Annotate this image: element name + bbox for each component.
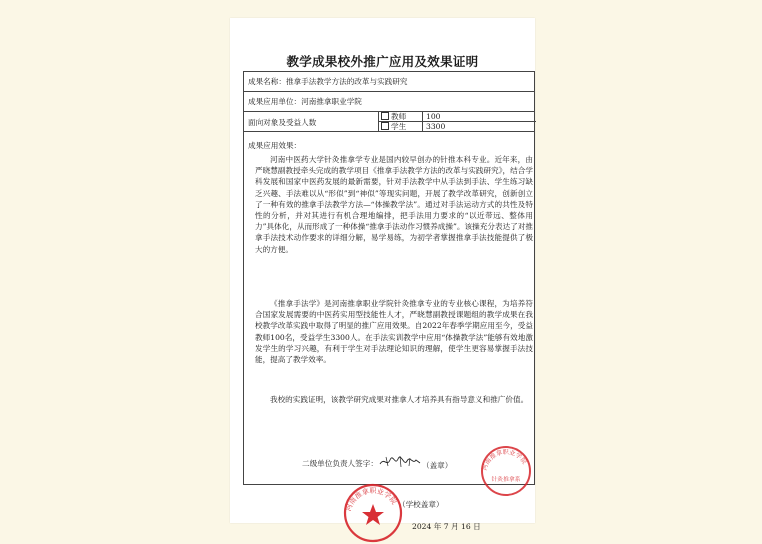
department-seal-arc-text: 河南推拿职业学院 [481,448,528,472]
school-seal-note: （学校盖章） [398,500,444,509]
svg-text:河南推拿职业学院 [480,448,529,472]
achievement-value: 推拿手法教学方法的改革与实践研究 [285,77,408,86]
paragraph-3: 我校的实践证明，该教学研究成果对推拿人才培养具有指导意义和推广价值。 [270,395,529,404]
document-title: 教学成果校外推广应用及效果证明 [286,54,479,69]
teacher-option [381,112,406,121]
school-seal-text: 河南推拿职业学院 [344,486,399,513]
sign-seal-note: （盖章） [422,461,453,470]
achievement-cell [244,76,407,87]
unit-cell [244,96,362,107]
signer-label: 二级单位负责人签字： [302,459,378,468]
handwritten-signature [378,454,422,470]
achievement-label: 成果名称： [248,77,286,86]
paragraph-2: 《推拿手法学》是河南推拿职业学院针灸推拿专业的专业核心课程，为培养符合国家发展需要的中医药实用型技能性人才，严晓慧副教授课题组的教学成果在我校教学改革实践中取得了明显的推广应用效果。自2022年春季学期应用至今，受益教师100名，受益学生3300人。在手法实训教学中应用“体操教学法”能够有效地激发学生的学习兴趣，有利于学生对手法理论知识的理解，使学生更容易掌握手法技能，提高了教学效率。 [255,299,533,365]
student-count: 3300 [426,122,446,131]
department-seal-text: 针灸推拿系 [491,477,521,483]
student-option [381,122,406,131]
document-page [230,18,535,531]
certificate-table [243,71,535,531]
sign-date: 2024 年 7 月 16 日 [412,522,481,531]
unit-row [244,92,534,112]
achievement-row [244,72,534,92]
effect-label: 成果应用效果： [248,141,302,150]
unit-value: 河南推拿职业学院 [301,97,362,106]
paragraph-1: 河南中医药大学针灸推拿学专业是国内较早创办的针推本科专业。近年来，由严晓慧副教授牵头完成的教学项目《推拿手法教学方法的改革与实践研究》，结合学科发展和国家中医药发展的最新需要，针对手法教学中从手法到手法、学生练习缺乏兴趣、手法难以从“形似”到“神似”等现实问题，开展了教学改革研究，创新创立了一种有效的推拿手法教学方法—“体操教学法”。通过对手法运动方式的共性及特性的分析，并对其进行有机合理地编排，把手法用力要求的“以近带远、整体用力”具体化，从而形成了一种体操“推拿手法动作习惯养成操”。该操充分表达了对推拿手法技术动作要求的详细分解，易学易练，为初学者掌握推拿手法技能提供了极大的方便。 [255,155,533,254]
teacher-count: 100 [426,112,441,121]
effect-section [244,132,534,531]
audience-row [244,112,534,132]
teacher-checkbox [381,112,389,120]
student-checkbox [381,122,389,130]
teacher-label: 教师 [391,112,407,121]
department-seal-stamp [479,444,533,498]
unit-label: 成果应用单位： [248,97,302,106]
audience-label: 面向对象及受益人数 [248,118,317,127]
school-seal-stamp [342,482,404,544]
student-label: 学生 [391,122,407,131]
